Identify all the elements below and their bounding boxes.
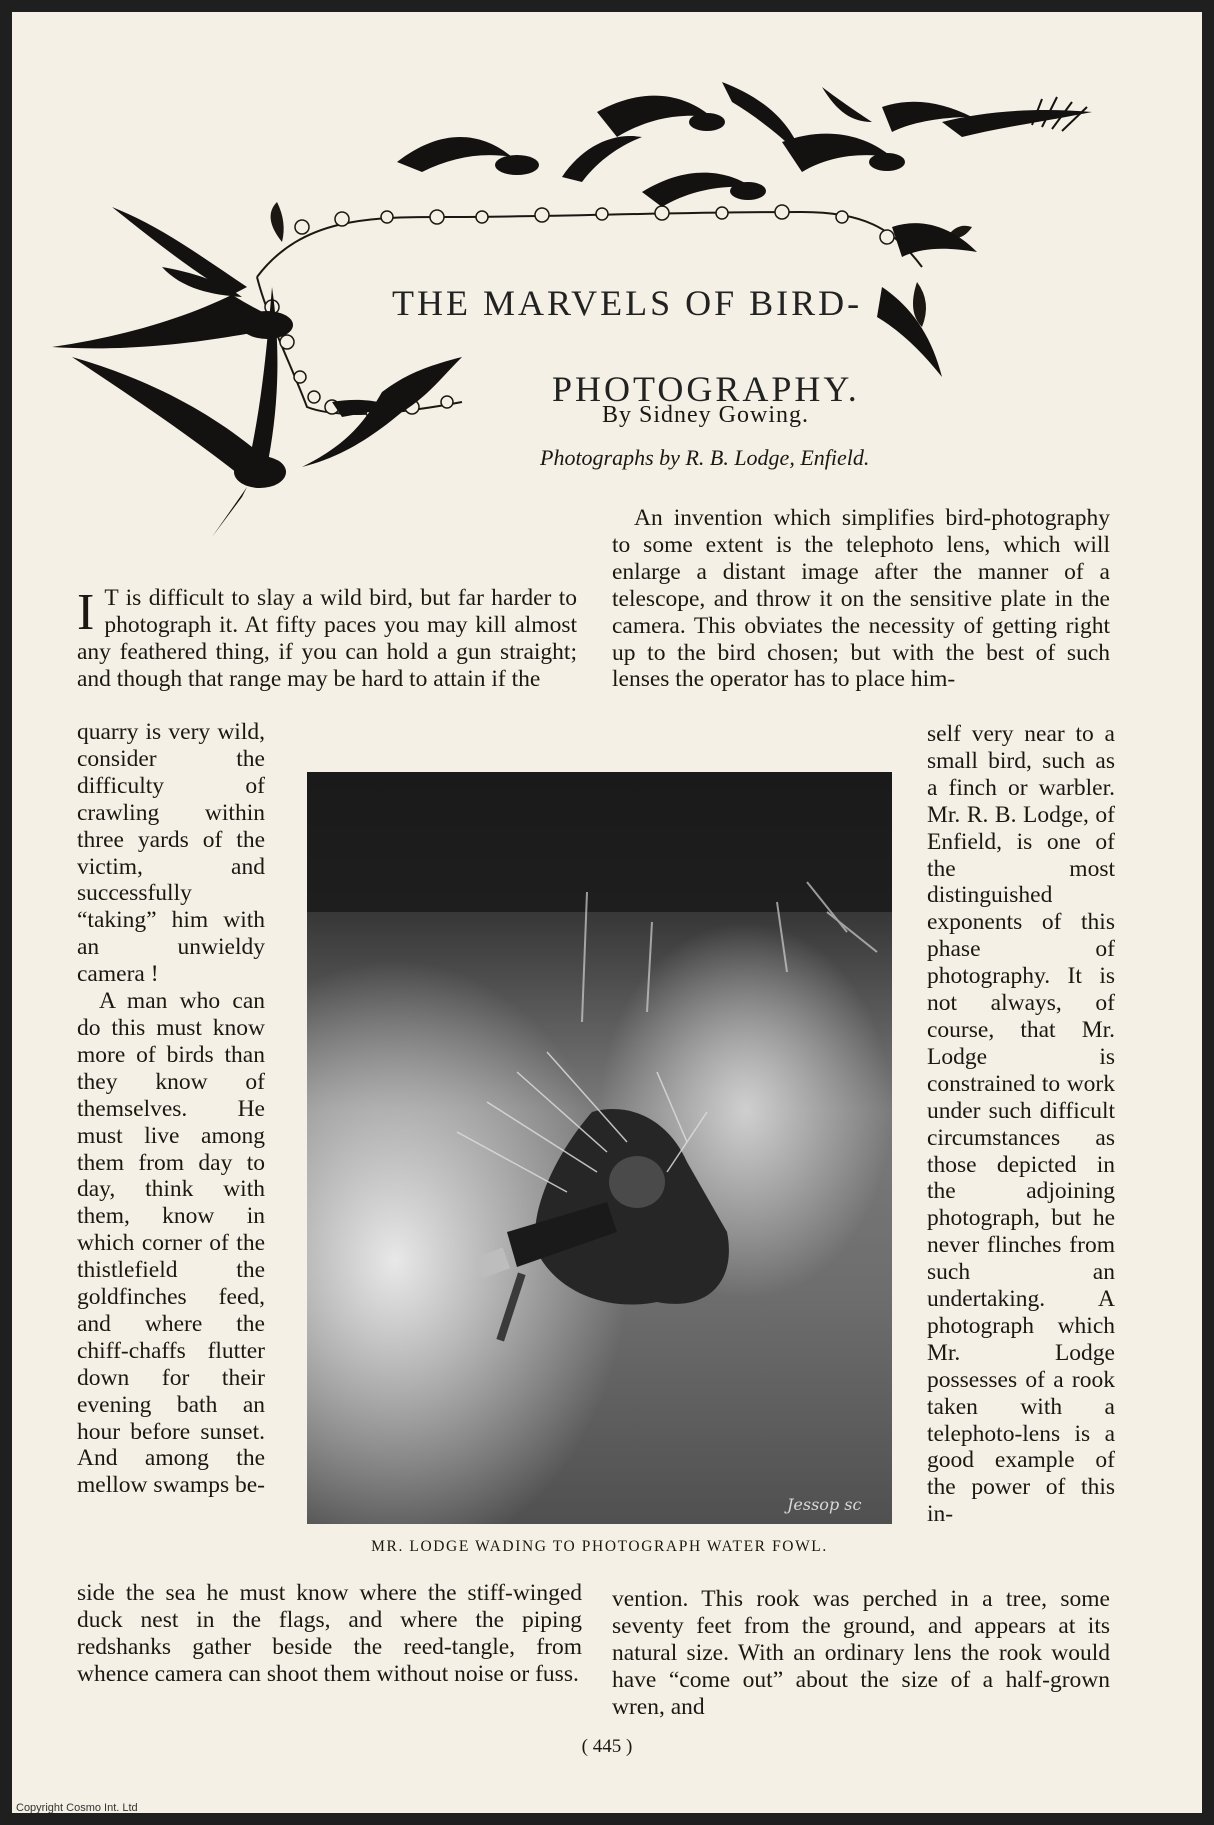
right-column-wrap (927, 721, 1115, 1528)
paragraph-lodge: self very near to a small bird, such as a finch or warbler. Mr. R. B. Lodge, of Enfield, is one of the most distinguished exponents of this phase of photography. It is not always, of course, that Mr. Lodge is constrained to work under such difficult circumstances as those depicted in the adjoining photograph, but he never flinches from such an undertaking. A photograph which Mr. Lodge possesses of a rook taken with a telephoto-lens is a good example of the power of this in- (927, 721, 1115, 1528)
photo-credit: Photographs by R. B. Lodge, Enfield. (540, 445, 870, 470)
right-column-bottom (612, 1586, 1110, 1721)
paragraph-rook: vention. This rook was perched in a tree, some seventy feet from the ground, and appears at its natural size. With an ordinary lens the rook would have “come out” about the size of a half-grown wren, and (612, 1586, 1110, 1720)
page-number: ( 445 ) (581, 1736, 633, 1757)
article-title-line-1: THE MARVELS OF BIRD- (392, 283, 863, 323)
right-column-intro (612, 505, 1110, 693)
intro-text: T is difficult to slay a wild bird, but far harder to photograph it. At fifty paces you may kill almost any feathered thing, if you can hold a gun straight; and though that range may be hard to attain if the (77, 585, 577, 692)
copyright-watermark: Copyright Cosmo Int. Ltd (16, 1802, 138, 1813)
left-column-bottom (77, 1580, 582, 1688)
article-page (12, 12, 1202, 1813)
photo-caption: MR. LODGE WADING TO PHOTOGRAPH WATER FOWL. (371, 1538, 828, 1555)
drop-cap: I (77, 584, 95, 641)
article-title-line-2: PHOTOGRAPHY. (552, 369, 860, 409)
paragraph-quarry: quarry is very wild, consider the difficulty of crawling within three yards of the victim, and successfully “taking” him with an unwieldy camera ! (77, 719, 265, 988)
paragraph-man-who-can: A man who can do this must know more of birds than they know of themselves. He must live among them from day to day, think with them, know in which corner of the thistlefield the goldfinches feed, and where the chiff-chaffs flutter down for their evening bath an hour before sunset. And among the mellow swamps be- (77, 988, 265, 1499)
left-column-wrap (77, 719, 265, 1499)
paragraph-seaside: side the sea he must know where the stiff-winged duck nest in the flags, and where the piping redshanks gather beside the reed-tangle, from whence camera can shoot them without noise or fuss. (77, 1580, 582, 1687)
author-byline: By Sidney Gowing. (602, 402, 810, 428)
engraver-signature: Jessop sc (787, 1495, 862, 1514)
paragraph-telephoto: An invention which simplifies bird-photography to some extent is the telephoto lens, which will enlarge a distant image after the manner of a telescope, and throw it on the sensitive plate in the camera. This obviates the necessity of getting right up to the bird chosen; but with the best of such lenses the operator has to place him- (612, 505, 1110, 693)
left-column-intro (77, 585, 577, 693)
wading-photograph (307, 772, 892, 1524)
